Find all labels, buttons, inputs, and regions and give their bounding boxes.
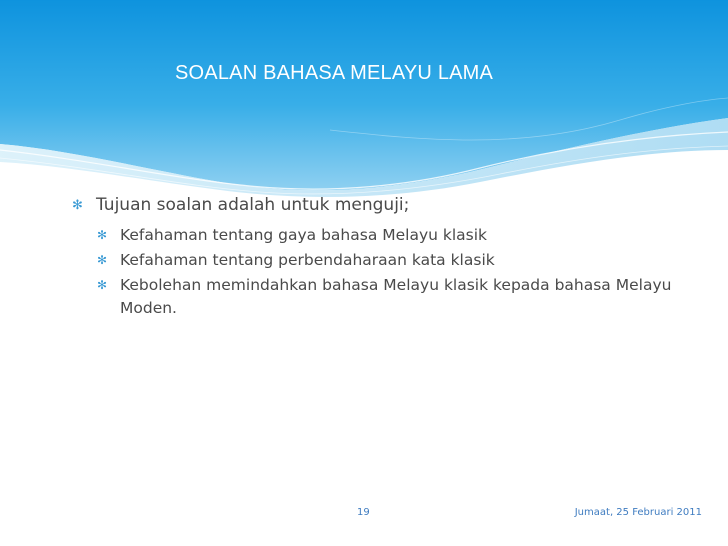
asterisk-bullet-icon: ✻ <box>97 278 108 292</box>
asterisk-bullet-icon: ✻ <box>97 228 108 242</box>
page-number: 19 <box>357 507 370 518</box>
sub-bullet-item-3 <box>70 274 690 320</box>
asterisk-bullet-icon: ✻ <box>72 198 83 213</box>
bullet-item-main <box>70 193 690 217</box>
footer-date: Jumaat, 25 Februari 2011 <box>574 507 702 518</box>
sub-bullet-text-2: Kefahaman tentang perbendaharaan kata klasik <box>120 251 495 269</box>
sub-bullet-item-2 <box>70 249 690 272</box>
bullet-list <box>70 193 690 322</box>
sub-bullet-item-1 <box>70 224 690 247</box>
bullet-text-main: Tujuan soalan adalah untuk menguji; <box>96 195 410 215</box>
slide-title: SOALAN BAHASA MELAYU LAMA <box>175 62 494 84</box>
asterisk-bullet-icon: ✻ <box>97 253 108 267</box>
sub-bullet-text-3: Kebolehan memindahkan bahasa Melayu klasik kepada bahasa Melayu Moden. <box>120 276 672 317</box>
sub-bullet-text-1: Kefahaman tentang gaya bahasa Melayu klasik <box>120 226 488 244</box>
header-wave-background <box>0 0 728 200</box>
